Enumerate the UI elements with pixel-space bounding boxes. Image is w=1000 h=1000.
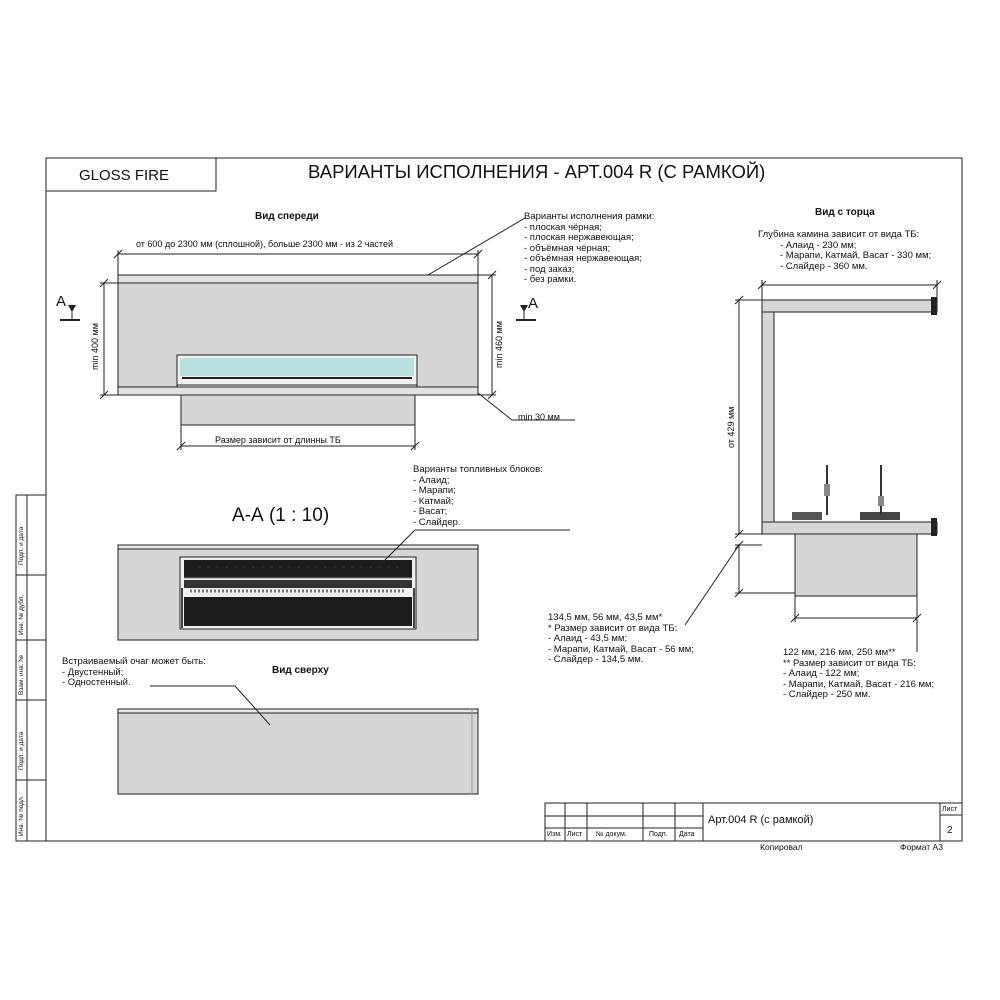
note1-item: - Алаид - 43,5 мм; bbox=[548, 633, 628, 644]
section-mark-left: A bbox=[56, 293, 67, 310]
note2-item: - Слайдер - 250 мм. bbox=[783, 689, 871, 700]
fuel-block-item: - Васат; bbox=[413, 506, 448, 517]
hearth-type-list bbox=[62, 657, 206, 689]
fuel-block-item: - Катмай; bbox=[413, 495, 454, 507]
depth-item: - Алаид - 230 мм; bbox=[780, 239, 857, 251]
hearth-type-heading: Встраиваемый очаг может быть: bbox=[62, 656, 206, 667]
stamp-label: Взам. инв. № bbox=[18, 654, 25, 695]
note2-heading: ** Размер зависит от вида ТБ: bbox=[783, 657, 916, 669]
frame-option: - объёмная нержавеющая; bbox=[524, 253, 642, 264]
sheet-number: 2 bbox=[947, 825, 953, 836]
top-view-drawing bbox=[118, 686, 478, 794]
frame-options-heading: Варианты исполнения рамки: bbox=[524, 211, 655, 222]
depth-list bbox=[758, 230, 931, 272]
fuel-blocks-list bbox=[413, 465, 543, 528]
title-col-doc: № докум. bbox=[596, 831, 627, 838]
title-col-list: Лист bbox=[567, 831, 583, 838]
note2-item: - Марапи, Катмай, Васат - 216 мм; bbox=[783, 678, 935, 690]
stamp-label: Инв. № подл. bbox=[18, 795, 25, 836]
frame-options-list bbox=[524, 212, 654, 286]
depth-heading: Глубина камина зависит от вида ТБ: bbox=[758, 229, 920, 240]
stamp-label: Подп. и дата bbox=[18, 731, 25, 770]
frame-option: - плоская чёрная; bbox=[524, 221, 602, 233]
title-col-sign: Подп. bbox=[649, 831, 668, 838]
note2-item: - Алаид - 122 мм; bbox=[783, 668, 860, 679]
section-aa-drawing bbox=[118, 530, 570, 640]
title-block-name: Арт.004 R (с рамкой) bbox=[708, 814, 814, 826]
fuel-block-item: - Марапи; bbox=[413, 485, 456, 496]
section-title: А-А (1 : 10) bbox=[232, 505, 330, 526]
min-depth-label: min 30 мм bbox=[518, 412, 560, 422]
side-view-title: Вид с торца bbox=[815, 207, 875, 218]
fuel-block-item: - Алаид; bbox=[413, 474, 450, 486]
page-title: ВАРИАНТЫ ИСПОЛНЕНИЯ - АРТ.004 R (С РАМКОЙ) bbox=[308, 161, 766, 182]
note2-list bbox=[783, 648, 934, 701]
frame-option: - плоская нержавеющая; bbox=[524, 232, 634, 243]
brand-label: GLOSS FIRE bbox=[79, 167, 170, 184]
depth-item: - Слайдер - 360 мм. bbox=[780, 260, 868, 272]
top-view-title: Вид сверху bbox=[272, 665, 329, 676]
hearth-type-item: - Двустенный; bbox=[62, 666, 124, 678]
depth-item: - Марапи, Катмай, Васат - 330 мм; bbox=[780, 250, 932, 261]
note1-dims: 134,5 мм, 56 мм, 43,5 мм* bbox=[548, 612, 663, 623]
bottom-size-note: Размер зависит от длинны ТБ bbox=[215, 435, 341, 445]
side-height-label: от 429 мм bbox=[726, 406, 736, 448]
hearth-type-item: - Одностенный. bbox=[62, 677, 131, 688]
frame-option: - под заказ; bbox=[524, 263, 575, 275]
title-col-izm: Изм. bbox=[547, 831, 562, 838]
format-label: Формат А3 bbox=[900, 842, 943, 852]
frame-option: - без рамки. bbox=[524, 274, 577, 285]
frame-option: - объёмная чёрная; bbox=[524, 242, 611, 254]
note1-list bbox=[548, 613, 694, 666]
fuel-blocks-heading: Варианты топливных блоков: bbox=[413, 464, 543, 475]
width-note: от 600 до 2300 мм (сплошной), больше 2300 мм - из 2 частей bbox=[136, 239, 393, 249]
note1-heading: * Размер зависит от вида ТБ: bbox=[548, 622, 678, 634]
stamp-label: Подп. и дата bbox=[18, 526, 25, 565]
front-view-title: Вид спереди bbox=[255, 211, 319, 222]
section-mark-right: A bbox=[528, 295, 539, 312]
fuel-block-item: - Слайдер. bbox=[413, 516, 461, 528]
title-col-date: Дата bbox=[679, 831, 695, 838]
min-height-right-label: min 460 мм bbox=[494, 321, 504, 368]
min-height-left-label: min 400 мм bbox=[90, 323, 100, 370]
side-view-drawing bbox=[685, 280, 941, 652]
copied-label: Копировал bbox=[760, 842, 803, 852]
note1-item: - Марапи, Катмай, Васат - 56 мм; bbox=[548, 643, 694, 655]
sheet-label: Лист bbox=[942, 806, 958, 813]
note2-dims: 122 мм, 216 мм, 250 мм** bbox=[783, 647, 896, 658]
stamp-label: Инв. № дубл. bbox=[18, 594, 25, 635]
note1-item: - Слайдер - 134,5 мм. bbox=[548, 654, 644, 665]
